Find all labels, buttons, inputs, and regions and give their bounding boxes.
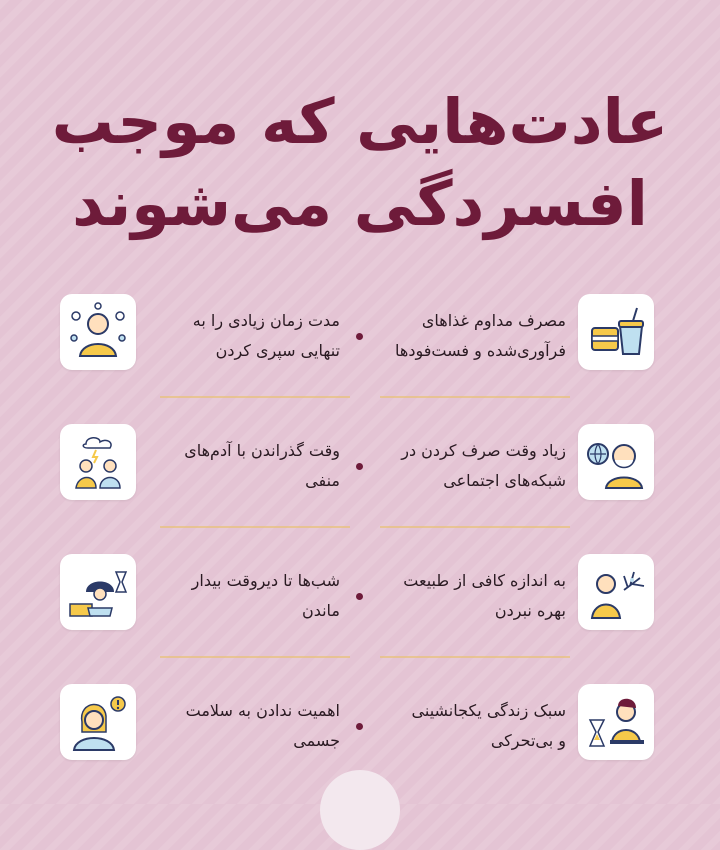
habit-item: مصرف مداوم غذاهای فرآوری‌شده و فست‌فودها — [395, 311, 566, 360]
habit-item: شب‌ها تا دیروقت بیدار ماندن — [191, 571, 340, 620]
habit-item: سبک زندگی یکجانشینی و بی‌تحرکی — [411, 701, 566, 750]
divider — [380, 526, 570, 528]
item-icon-box — [60, 684, 136, 760]
title-line-2: افسردگی می‌شوند — [72, 167, 648, 240]
habit-item: وقت گذراندن با آدم‌های منفی — [184, 441, 340, 490]
habit-item: به اندازه کافی از طبیعت بهره نبردن — [403, 571, 566, 620]
item-icon-box — [578, 684, 654, 760]
decorative-circle — [320, 770, 400, 850]
item-icon-box — [578, 554, 654, 630]
divider — [380, 656, 570, 658]
title-line-1: عادت‌هایی که موجب — [51, 85, 669, 158]
item-icon-box — [578, 294, 654, 370]
social-network-icon — [584, 430, 648, 494]
staying-up-late-icon — [66, 560, 130, 624]
divider — [160, 526, 350, 528]
habit-item: زیاد وقت صرف کردن در شبکه‌های اجتماعی — [401, 441, 566, 490]
sedentary-lifestyle-icon — [584, 690, 648, 754]
habit-item: اهمیت ندادن به سلامت جسمی — [185, 701, 340, 750]
habit-item: مدت زمان زیادی را به تنهایی سپری کردن — [192, 311, 340, 360]
item-icon-box — [60, 554, 136, 630]
divider — [160, 656, 350, 658]
physical-health-icon — [66, 690, 130, 754]
processed-food-icon — [584, 300, 648, 364]
item-icon-box — [60, 424, 136, 500]
divider — [160, 396, 350, 398]
divider — [380, 396, 570, 398]
item-icon-box — [578, 424, 654, 500]
lonely-person-icon — [66, 300, 130, 364]
sad-people-icon — [66, 430, 130, 494]
nature-icon — [584, 560, 648, 624]
item-icon-box — [60, 294, 136, 370]
